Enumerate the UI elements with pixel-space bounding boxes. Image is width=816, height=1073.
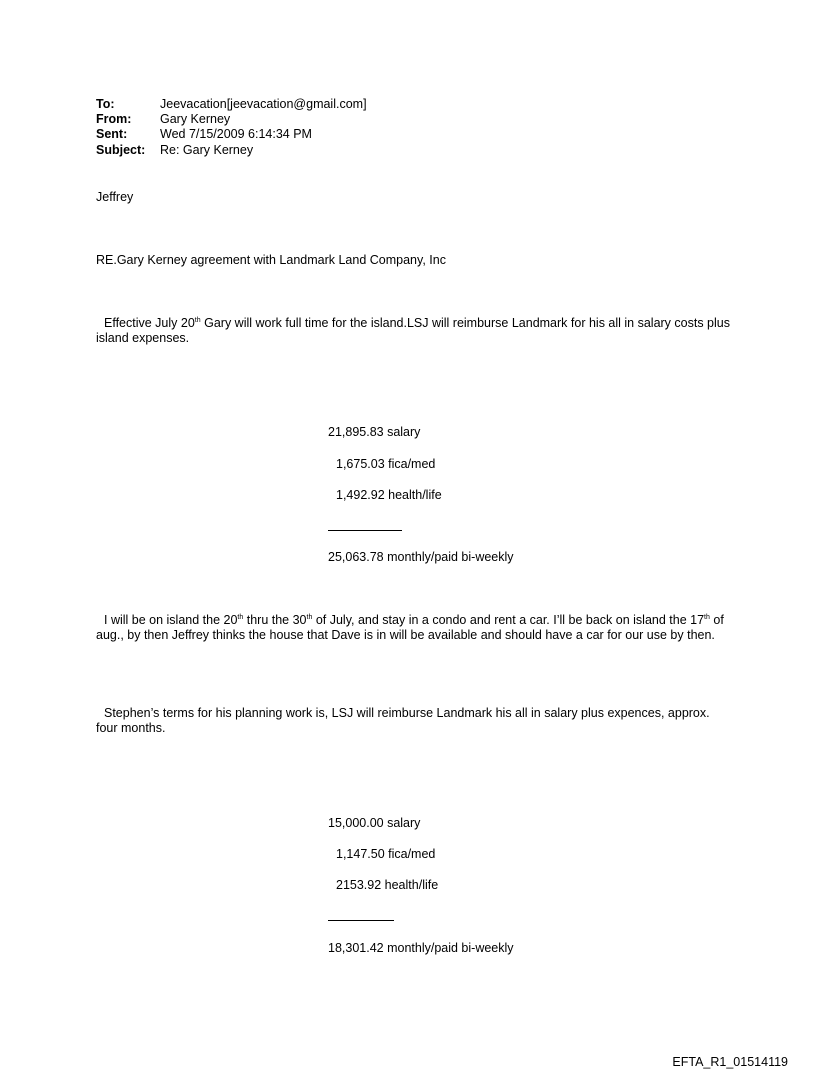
stephen-salary: 15,000.00 salary	[328, 816, 421, 830]
paragraph-effective-date	[96, 316, 736, 346]
p1-text-b: Gary will work full time for the island.LSJ will reimburse Landmark for his all in salary costs plus island expenses.	[96, 316, 730, 345]
p2-superscript-3: th	[704, 614, 710, 621]
gary-total-rule	[328, 530, 402, 531]
p2-text-d: of aug., by then Jeffrey thinks the house that Dave is in will be available and should have a car for our use by then.	[96, 613, 724, 642]
stephen-health: 2153.92 health/life	[336, 878, 439, 892]
gary-salary: 21,895.83 salary	[328, 425, 421, 439]
p2-text-a: I will be on island the 20	[104, 613, 238, 627]
salutation: Jeffrey	[96, 190, 134, 204]
paragraph-island-travel	[96, 613, 724, 643]
paragraph-stephen-terms: Stephen’s terms for his planning work is, LSJ will reimburse Landmark his all in salary plus expences, approx. four months.	[96, 706, 710, 735]
sent-label: Sent:	[96, 127, 128, 141]
p2-superscript-1: th	[237, 614, 244, 621]
gary-fica: 1,675.03 fica/med	[336, 457, 436, 471]
stephen-fica: 1,147.50 fica/med	[336, 847, 436, 861]
document-id: EFTA_R1_01514119	[672, 1055, 788, 1069]
sent-value: Wed 7/15/2009 6:14:34 PM	[160, 127, 312, 141]
p2-text-c: of July, and stay in a condo and rent a car. I’ll be back on island the 17	[312, 613, 705, 627]
from-label: From:	[96, 112, 132, 126]
gary-total: 25,063.78 monthly/paid bi-weekly	[328, 550, 514, 564]
subject-label: Subject:	[96, 143, 146, 157]
to-label: To:	[96, 97, 115, 111]
subject-value: Re: Gary Kerney	[160, 143, 254, 157]
to-value: Jeevacation[jeevacation@gmail.com]	[160, 97, 367, 111]
gary-health: 1,492.92 health/life	[336, 488, 442, 502]
stephen-total-rule	[328, 920, 394, 921]
stephen-total: 18,301.42 monthly/paid bi-weekly	[328, 941, 514, 955]
p2-text-b: thru the 30	[243, 613, 307, 627]
p2-superscript-2: th	[306, 614, 313, 621]
p1-text-a: Effective July 20	[104, 316, 195, 330]
re-line: RE.Gary Kerney agreement with Landmark Land Company, Inc	[96, 253, 446, 267]
from-value: Gary Kerney	[160, 112, 231, 126]
p1-superscript: th	[194, 317, 201, 324]
